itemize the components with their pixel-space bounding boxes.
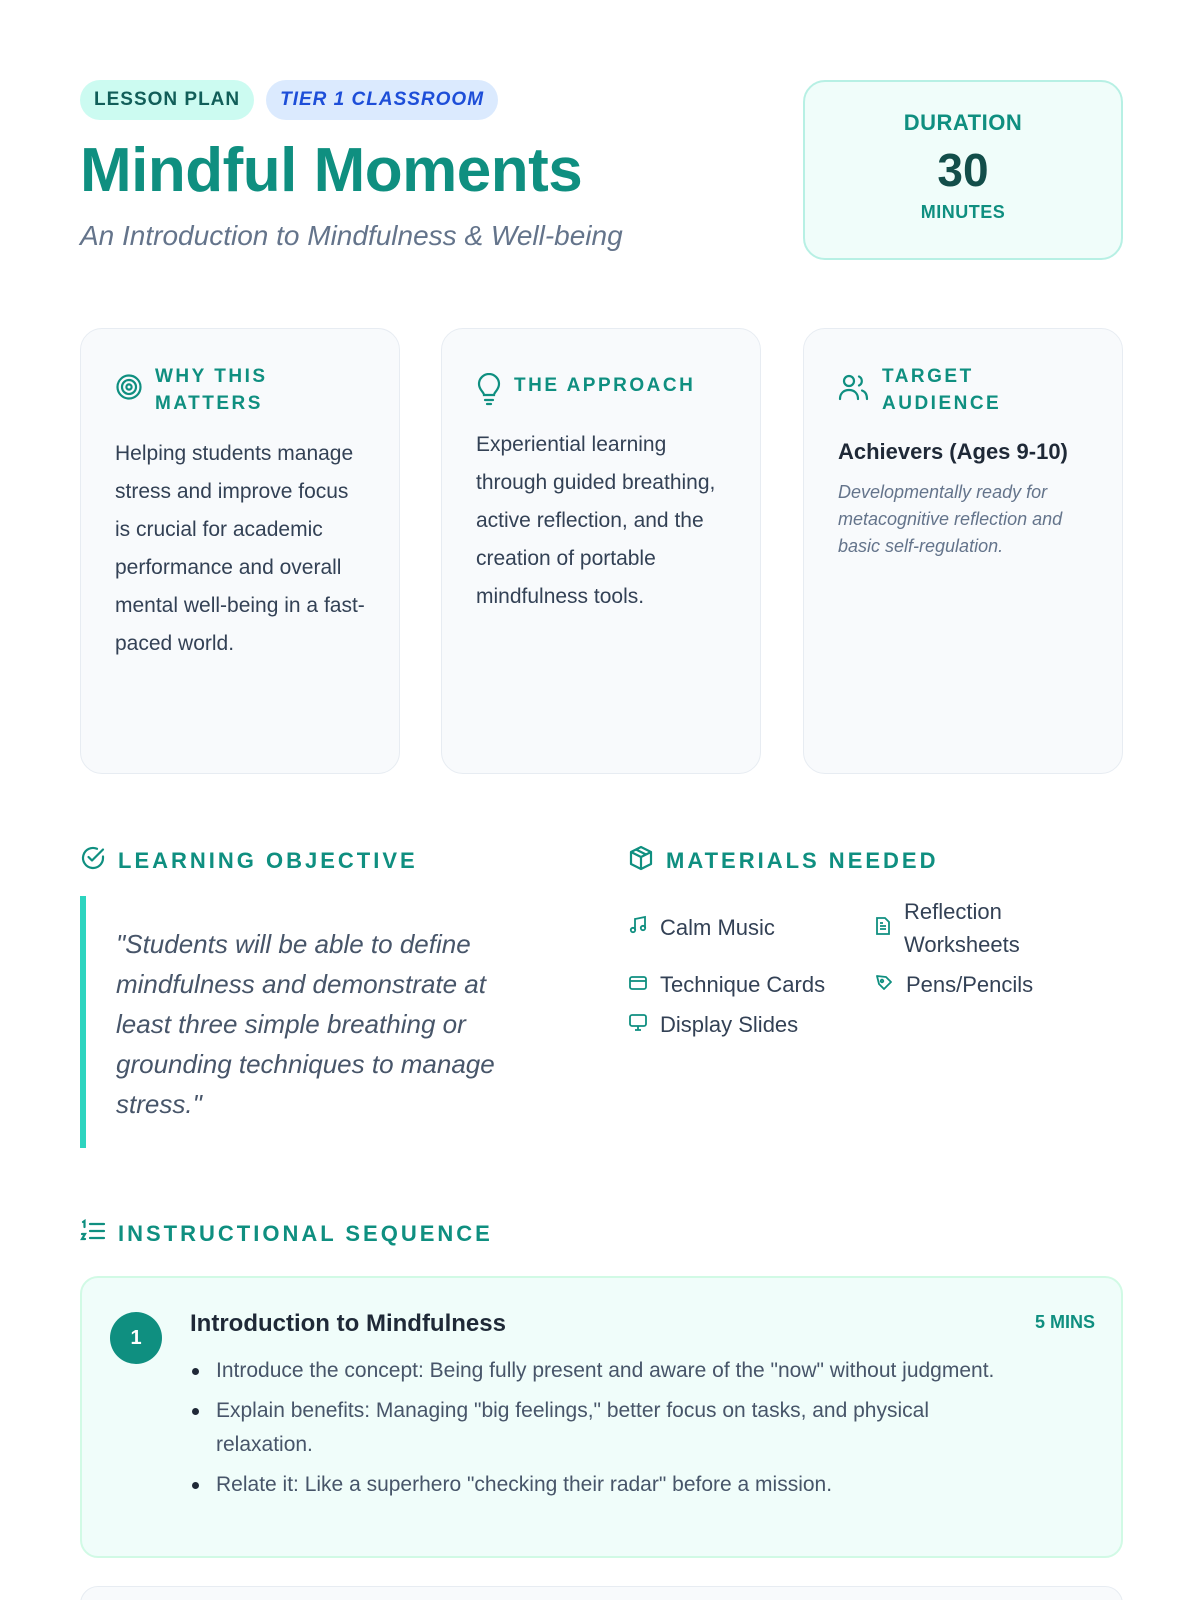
learning-objective-quote: "Students will be able to define mindfulness and demonstrate at least three simple breathing or grounding techniques to manage stress." — [80, 896, 540, 1148]
why-card-title: WHY THIS MATTERS — [155, 366, 268, 414]
instructional-sequence-heading: INSTRUCTIONAL SEQUENCE — [80, 1219, 493, 1249]
step-number: 1 — [110, 1312, 162, 1364]
music-icon — [628, 911, 648, 944]
duration-label: DURATION — [903, 110, 1023, 135]
document-icon — [874, 912, 892, 945]
material-item: Display Slides — [628, 1008, 798, 1041]
target-audience-card — [803, 328, 1123, 774]
list-item: Introduce the concept: Being fully present and aware of the "now" without judgment. — [190, 1354, 1030, 1388]
lesson-plan-badge: LESSON PLAN — [80, 80, 254, 120]
list-ordered-icon — [80, 1219, 106, 1249]
page-subtitle: An Introduction to Mindfulness & Well-being — [80, 220, 623, 251]
page-title: Mindful Moments — [80, 136, 583, 205]
why-card-body: Helping students manage stress and improve focus is crucial for academic performance and overall mental well-being in a fast-paced world. — [115, 442, 365, 655]
approach-card-title: THE APPROACH — [514, 375, 696, 396]
next-step-card — [80, 1586, 1123, 1600]
materials-heading: MATERIALS NEEDED — [628, 845, 939, 877]
monitor-icon — [628, 1008, 648, 1041]
material-item: Pens/Pencils — [874, 968, 1033, 1001]
step-bullets — [190, 1354, 1030, 1508]
material-item: Technique Cards — [628, 968, 825, 1001]
duration-value: 30 — [937, 144, 989, 196]
users-icon — [838, 363, 870, 406]
why-this-matters-card — [80, 328, 400, 774]
pencil-icon — [874, 968, 894, 1001]
box-icon — [628, 845, 654, 877]
approach-card-body: Experiential learning through guided breathing, active reflection, and the creation of portable mindfulness tools. — [476, 433, 716, 608]
audience-name: Achievers (Ages 9-10) — [838, 439, 1068, 464]
list-item: Explain benefits: Managing "big feelings," better focus on tasks, and physical relaxation. — [190, 1394, 1030, 1462]
audience-card-title: TARGET AUDIENCE — [882, 366, 1002, 414]
step-duration: 5 MINS — [1034, 1312, 1095, 1332]
step-title: Introduction to Mindfulness — [190, 1310, 506, 1337]
learning-objective-heading: LEARNING OBJECTIVE — [80, 845, 418, 877]
duration-box — [803, 80, 1123, 260]
tier-badge: TIER 1 CLASSROOM — [266, 80, 498, 120]
card-icon — [628, 968, 648, 1001]
duration-unit: MINUTES — [920, 202, 1006, 222]
list-item: Relate it: Like a superhero "checking their radar" before a mission. — [190, 1468, 1030, 1502]
check-circle-icon — [80, 845, 106, 877]
material-item: Reflection Worksheets — [874, 895, 1074, 961]
sequence-step — [80, 1276, 1123, 1558]
material-item: Calm Music — [628, 911, 775, 944]
approach-card — [441, 328, 761, 774]
target-icon — [115, 363, 143, 406]
lightbulb-icon — [476, 363, 502, 412]
audience-description: Developmentally ready for metacognitive reflection and basic self-regulation. — [838, 482, 1063, 556]
